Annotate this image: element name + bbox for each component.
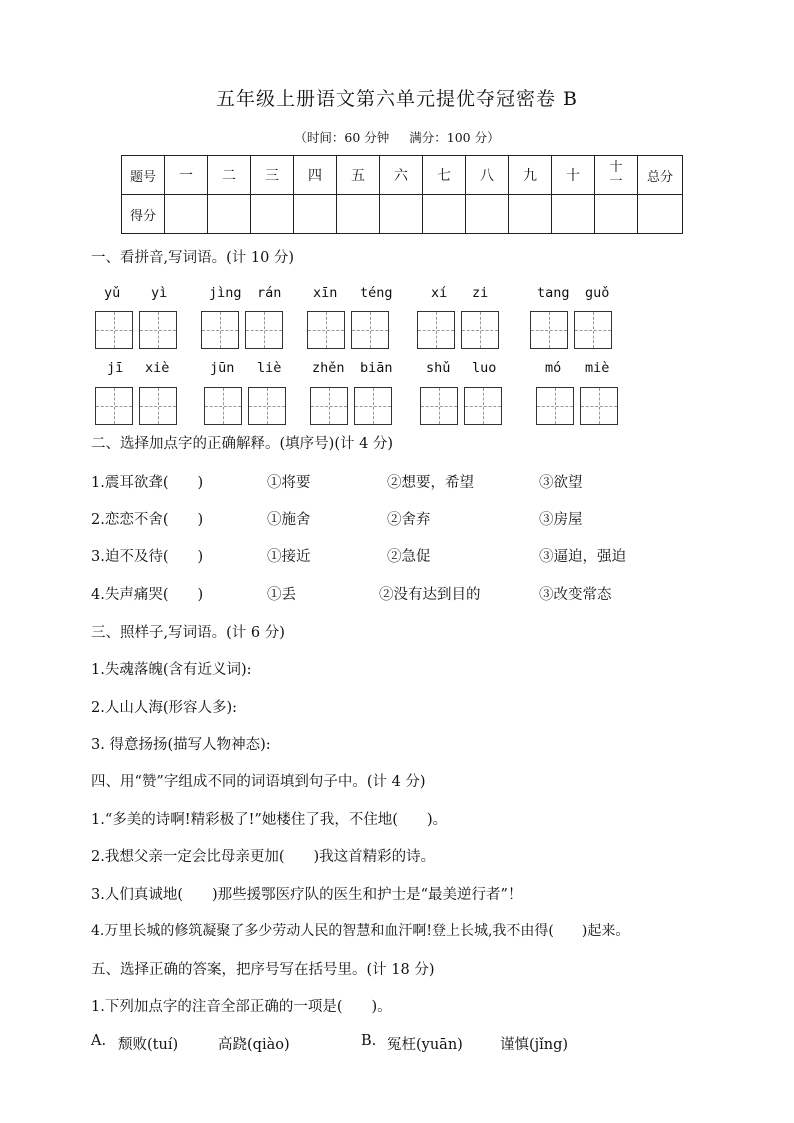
- writing-grid[interactable]: [95, 311, 133, 349]
- pinyin: jūn: [210, 360, 235, 376]
- writing-grid[interactable]: [248, 387, 286, 425]
- col-8: 八: [466, 156, 509, 195]
- writing-grid[interactable]: [201, 311, 239, 349]
- writing-grid[interactable]: [95, 387, 133, 425]
- option-label: A.: [91, 1033, 107, 1049]
- option: ②没有达到目的: [379, 587, 481, 603]
- section-3-heading: 三、照样子,写词语。(计 6 分): [91, 625, 285, 641]
- writing-grid[interactable]: [354, 387, 392, 425]
- score-table: [121, 155, 683, 234]
- section-1-heading: 一、看拼音,写词语。(计 10 分): [91, 250, 295, 266]
- score-cell[interactable]: [380, 195, 423, 234]
- question-item: 2.我想父亲一定会比母亲更加( )我这首精彩的诗。: [91, 849, 436, 865]
- pinyin: jī: [107, 360, 124, 376]
- question-item: 1.震耳欲聋( ): [91, 475, 204, 491]
- pinyin: téng: [360, 285, 393, 301]
- score-cell[interactable]: [337, 195, 380, 234]
- question-item: 2.恋恋不舍( ): [91, 512, 204, 528]
- pinyin: rán: [257, 285, 282, 301]
- option: ②想要，希望: [387, 475, 474, 491]
- page-title: 五年级上册语文第六单元提优夺冠密卷 B: [215, 88, 578, 110]
- question-item: 3. 得意扬扬(描写人物神态):: [91, 737, 271, 753]
- col-10: 十: [552, 156, 595, 195]
- option: ①接近: [267, 549, 311, 565]
- writing-grid[interactable]: [204, 387, 242, 425]
- pinyin: liè: [257, 360, 282, 376]
- pinyin: jìng: [209, 285, 242, 301]
- section-2-heading: 二、选择加点字的正确解释。(填序号)(计 4 分): [91, 436, 394, 452]
- option: ③改变常态: [539, 587, 612, 603]
- writing-grid[interactable]: [580, 387, 618, 425]
- score-label: 得分: [122, 195, 165, 234]
- col-9: 九: [509, 156, 552, 195]
- option: ③房屋: [539, 512, 583, 528]
- col-2: 二: [208, 156, 251, 195]
- pinyin: miè: [585, 360, 610, 376]
- writing-grid[interactable]: [530, 311, 568, 349]
- writing-grid[interactable]: [461, 311, 499, 349]
- pinyin: xiè: [145, 360, 170, 376]
- writing-grid[interactable]: [464, 387, 502, 425]
- section-4-heading: 四、用“赞”字组成不同的词语填到句子中。(计 4 分): [91, 774, 426, 790]
- pinyin: yì: [151, 285, 168, 301]
- writing-grid[interactable]: [417, 311, 455, 349]
- score-cell[interactable]: [251, 195, 294, 234]
- pinyin: xīn: [313, 285, 338, 301]
- section-5-heading: 五、选择正确的答案，把序号写在括号里。(计 18 分): [91, 962, 435, 978]
- col-3: 三: [251, 156, 294, 195]
- question-item: 1.失魂落魄(含有近义词):: [91, 662, 252, 678]
- pinyin: xí: [431, 285, 448, 301]
- col-4: 四: [294, 156, 337, 195]
- option: ③欲望: [539, 475, 583, 491]
- pinyin: mó: [545, 360, 562, 376]
- question-item: 3.人们真诚地( )那些援鄂医疗队的医生和护士是“最美逆行者”！: [91, 887, 523, 903]
- pinyin: yǔ: [104, 285, 121, 301]
- option: 谨慎(jǐng): [500, 1037, 569, 1053]
- option: ②舍弃: [387, 512, 431, 528]
- option: ①将要: [267, 475, 311, 491]
- col-7: 七: [423, 156, 466, 195]
- pinyin: zi: [472, 285, 489, 301]
- score-cell[interactable]: [509, 195, 552, 234]
- score-cell[interactable]: [165, 195, 208, 234]
- pinyin: luo: [472, 360, 497, 376]
- option: 颓败(tuí): [118, 1037, 179, 1053]
- col-11: [595, 156, 638, 195]
- writing-grid[interactable]: [536, 387, 574, 425]
- writing-grid[interactable]: [420, 387, 458, 425]
- exam-time: （时间：60 分钟: [294, 130, 390, 145]
- pinyin: zhěn: [312, 360, 345, 376]
- score-cell[interactable]: [294, 195, 337, 234]
- col-11-top: 十: [609, 160, 623, 175]
- question-item: 4.失声痛哭( ): [91, 587, 204, 603]
- score-cell[interactable]: [423, 195, 466, 234]
- question-number-label: 题号: [122, 156, 165, 195]
- pinyin: guǒ: [585, 285, 610, 301]
- pinyin: tang: [537, 285, 570, 301]
- option: 高跷(qiào): [218, 1037, 290, 1053]
- col-6: 六: [380, 156, 423, 195]
- col-5: 五: [337, 156, 380, 195]
- exam-full-score: 满分：100 分）: [409, 130, 500, 145]
- writing-grid[interactable]: [307, 311, 345, 349]
- writing-grid[interactable]: [245, 311, 283, 349]
- score-cell[interactable]: [638, 195, 683, 234]
- option: 冤枉(yuān): [387, 1037, 463, 1053]
- col-11-label: [609, 161, 622, 189]
- option: ①丢: [267, 587, 296, 603]
- question-item: 1.下列加点字的注音全部正确的一项是( )。: [91, 999, 392, 1015]
- option: ①施舍: [267, 512, 311, 528]
- option: ③逼迫，强迫: [539, 549, 626, 565]
- pinyin: biān: [360, 360, 393, 376]
- total-label: 总分: [638, 156, 683, 195]
- question-item: 1.“多美的诗啊!精彩极了!”她楼住了我，不住地( )。: [91, 812, 448, 828]
- score-table-header-row: [122, 156, 683, 195]
- writing-grid[interactable]: [574, 311, 612, 349]
- exam-info: [0, 128, 794, 146]
- col-11-bottom: 一: [609, 174, 623, 189]
- writing-grid[interactable]: [351, 311, 389, 349]
- question-item: 3.迫不及待( ): [91, 549, 204, 565]
- writing-grid[interactable]: [310, 387, 348, 425]
- score-cell[interactable]: [552, 195, 595, 234]
- option: ②急促: [387, 549, 431, 565]
- score-cell[interactable]: [208, 195, 251, 234]
- question-item: 2.人山人海(形容人多):: [91, 700, 238, 716]
- question-item: 4.万里长城的修筑凝聚了多少劳动人民的智慧和血汗啊!登上长城,我不由得( )起来。: [91, 923, 630, 939]
- score-cell[interactable]: [466, 195, 509, 234]
- col-1: 一: [165, 156, 208, 195]
- writing-grid[interactable]: [139, 387, 177, 425]
- writing-grid[interactable]: [139, 311, 177, 349]
- option-label: B.: [361, 1033, 377, 1049]
- score-table-score-row: [122, 195, 683, 234]
- score-cell[interactable]: [595, 195, 638, 234]
- pinyin: shǔ: [426, 360, 451, 376]
